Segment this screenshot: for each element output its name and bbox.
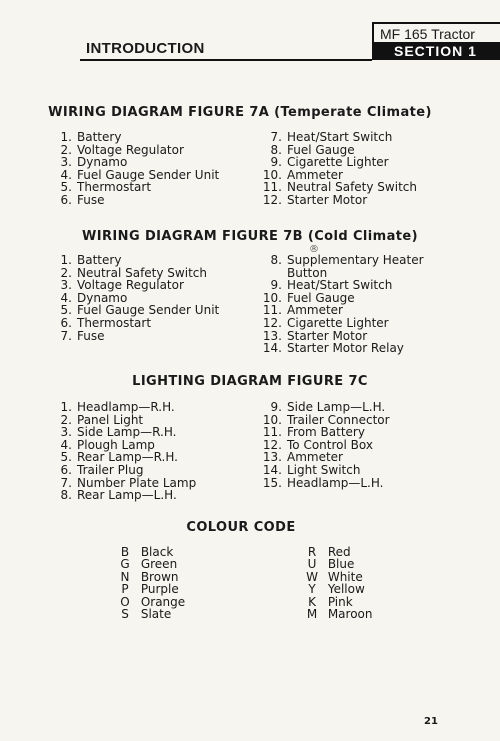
colour-code-letter: M: [306, 607, 318, 622]
item-label: Ammeter: [287, 303, 343, 318]
item-number: 12.: [262, 192, 282, 207]
item-label: Dynamo: [77, 290, 128, 305]
item-label: Starter Motor Relay: [287, 341, 404, 356]
item-number: 3.: [60, 278, 72, 293]
colour-code-right: [300, 546, 373, 620]
item-number: 8.: [270, 253, 282, 267]
item-number: 15.: [262, 475, 282, 490]
item-number: 13.: [262, 450, 282, 465]
item-number: 1.: [60, 130, 72, 144]
colour-code-name: Maroon: [327, 607, 373, 622]
section-heading-7b: WIRING DIAGRAM FIGURE 7B (Cold Climate): [82, 229, 418, 244]
item-label: Number Plate Lamp: [77, 475, 197, 490]
section-heading-7a: WIRING DIAGRAM FIGURE 7A (Temperate Climate): [48, 105, 432, 120]
item-label: Fuel Gauge Sender Unit: [77, 167, 220, 182]
item-number: 4.: [60, 167, 72, 182]
colour-code-letter: U: [307, 557, 317, 572]
item-number: 5.: [60, 303, 72, 318]
colour-code-name: White: [327, 569, 363, 584]
item-label: Trailer Plug: [77, 462, 144, 477]
item-number: 9.: [270, 155, 282, 170]
item-label: Battery: [77, 130, 122, 144]
list-item: [258, 254, 424, 267]
item-label: Headlamp—R.H.: [77, 400, 175, 414]
item-number: 7.: [270, 130, 282, 144]
item-number: 14.: [262, 462, 282, 477]
item-label: Fuse: [77, 192, 105, 207]
item-label: Fuel Gauge Sender Unit: [77, 303, 220, 318]
item-label: Supplementary Heater: [287, 253, 424, 267]
item-number: 2.: [60, 265, 72, 280]
colour-code-name: Purple: [140, 582, 179, 597]
item-label: Side Lamp—R.H.: [77, 425, 177, 440]
list-7c-left: [48, 401, 196, 502]
colour-code-name: Yellow: [327, 582, 365, 597]
item-label: Fuse: [77, 328, 105, 343]
item-number: 8.: [60, 488, 72, 503]
section-label-box: SECTION 1: [372, 42, 500, 60]
item-label: Starter Motor: [287, 192, 368, 207]
item-label: Ammeter: [287, 167, 343, 182]
list-item: [258, 342, 424, 355]
item-label: Plough Lamp: [77, 437, 155, 452]
item-label: Cigarette Lighter: [287, 315, 389, 330]
item-number: 8.: [270, 142, 282, 157]
list-7c-right: [258, 401, 390, 489]
item-number: 5.: [60, 450, 72, 465]
item-label: Trailer Connector: [287, 412, 390, 427]
colour-code-name: Slate: [140, 607, 172, 622]
item-number: 9.: [270, 400, 282, 414]
list-item: [48, 279, 219, 292]
colour-code-row: [113, 608, 185, 620]
list-item: [48, 330, 219, 343]
item-label: Neutral Safety Switch: [287, 180, 417, 195]
item-number: 1.: [60, 400, 72, 414]
item-number: 11.: [262, 303, 282, 318]
item-number: 14.: [262, 341, 282, 356]
colour-code-letter: N: [120, 569, 130, 584]
item-number: 3.: [60, 155, 72, 170]
item-label: Battery: [77, 253, 122, 267]
item-label: Voltage Regulator: [77, 278, 184, 293]
list-7b-right: [258, 254, 424, 355]
item-label: Fuel Gauge: [287, 142, 355, 157]
colour-code-name: Blue: [327, 557, 355, 572]
item-label: Side Lamp—L.H.: [287, 400, 386, 414]
colour-code-name: Red: [327, 545, 351, 559]
list-7b-left: [48, 254, 219, 342]
list-item: [48, 144, 219, 157]
item-label: Ammeter: [287, 450, 343, 465]
colour-code-left: [113, 546, 185, 620]
list-item: [258, 477, 390, 490]
list-7a-left: [48, 131, 219, 207]
list-item: [48, 317, 219, 330]
colour-code-letter: B: [120, 545, 130, 559]
item-number: 2.: [60, 412, 72, 427]
item-label: Fuel Gauge: [287, 290, 355, 305]
header-rule: [80, 59, 372, 61]
item-number: 12.: [262, 437, 282, 452]
colour-code-letter: O: [120, 594, 130, 609]
item-label: Cigarette Lighter: [287, 155, 389, 170]
item-number: 7.: [60, 328, 72, 343]
colour-code-letter: P: [121, 582, 129, 597]
item-number: 10.: [262, 167, 282, 182]
item-number: 12.: [262, 315, 282, 330]
list-7a-right: [258, 131, 417, 207]
item-number: 6.: [60, 192, 72, 207]
item-label: Voltage Regulator: [77, 142, 184, 157]
item-label: From Battery: [287, 425, 365, 440]
colour-code-name: Pink: [327, 594, 353, 609]
colour-code-heading: COLOUR CODE: [186, 520, 296, 535]
item-label: Neutral Safety Switch: [77, 265, 207, 280]
colour-code-letter: K: [308, 594, 316, 609]
item-number: 1.: [60, 253, 72, 267]
item-label: Heat/Start Switch: [287, 278, 393, 293]
item-label: Light Switch: [287, 462, 361, 477]
item-label: Rear Lamp—L.H.: [77, 488, 177, 503]
page-number: 21: [424, 716, 438, 727]
colour-code-name: Black: [140, 545, 174, 559]
item-number: 4.: [60, 437, 72, 452]
tractor-label-box: MF 165 Tractor: [372, 22, 500, 42]
list-item: [48, 194, 219, 207]
colour-code-letter: S: [121, 607, 129, 622]
colour-code-letter: W: [306, 569, 318, 584]
item-number: 6.: [60, 315, 72, 330]
colour-code-row: [300, 608, 373, 620]
item-label: Headlamp—L.H.: [287, 475, 384, 490]
item-label: Rear Lamp—R.H.: [77, 450, 178, 465]
colour-code-name: Green: [140, 557, 178, 572]
item-number: 11.: [262, 180, 282, 195]
list-item: [48, 489, 196, 502]
item-label: Button: [287, 265, 328, 280]
item-label: Dynamo: [77, 155, 128, 170]
section-heading-7c: LIGHTING DIAGRAM FIGURE 7C: [132, 374, 368, 389]
item-label: Thermostart: [77, 315, 152, 330]
item-number: 13.: [262, 328, 282, 343]
colour-code-letter: G: [120, 557, 130, 572]
stamp-mark: ®: [309, 244, 319, 255]
item-number: 10.: [262, 290, 282, 305]
item-label: Starter Motor: [287, 328, 368, 343]
item-label: To Control Box: [287, 437, 373, 452]
colour-code-letter: Y: [308, 582, 316, 597]
item-number: 5.: [60, 180, 72, 195]
page-title: INTRODUCTION: [86, 40, 205, 57]
item-number: 7.: [60, 475, 72, 490]
colour-code-letter: R: [307, 545, 317, 559]
item-number: 10.: [262, 412, 282, 427]
colour-code-name: Brown: [140, 569, 179, 584]
item-number: 9.: [270, 278, 282, 293]
list-item: [258, 194, 417, 207]
item-label: Thermostart: [77, 180, 152, 195]
item-label: Panel Light: [77, 412, 144, 427]
colour-code-name: Orange: [140, 594, 186, 609]
item-number: 3.: [60, 425, 72, 440]
item-number: 2.: [60, 142, 72, 157]
item-number: 11.: [262, 425, 282, 440]
item-number: 6.: [60, 462, 72, 477]
item-label: Heat/Start Switch: [287, 130, 393, 144]
list-item: [48, 181, 219, 194]
item-number: 4.: [60, 290, 72, 305]
